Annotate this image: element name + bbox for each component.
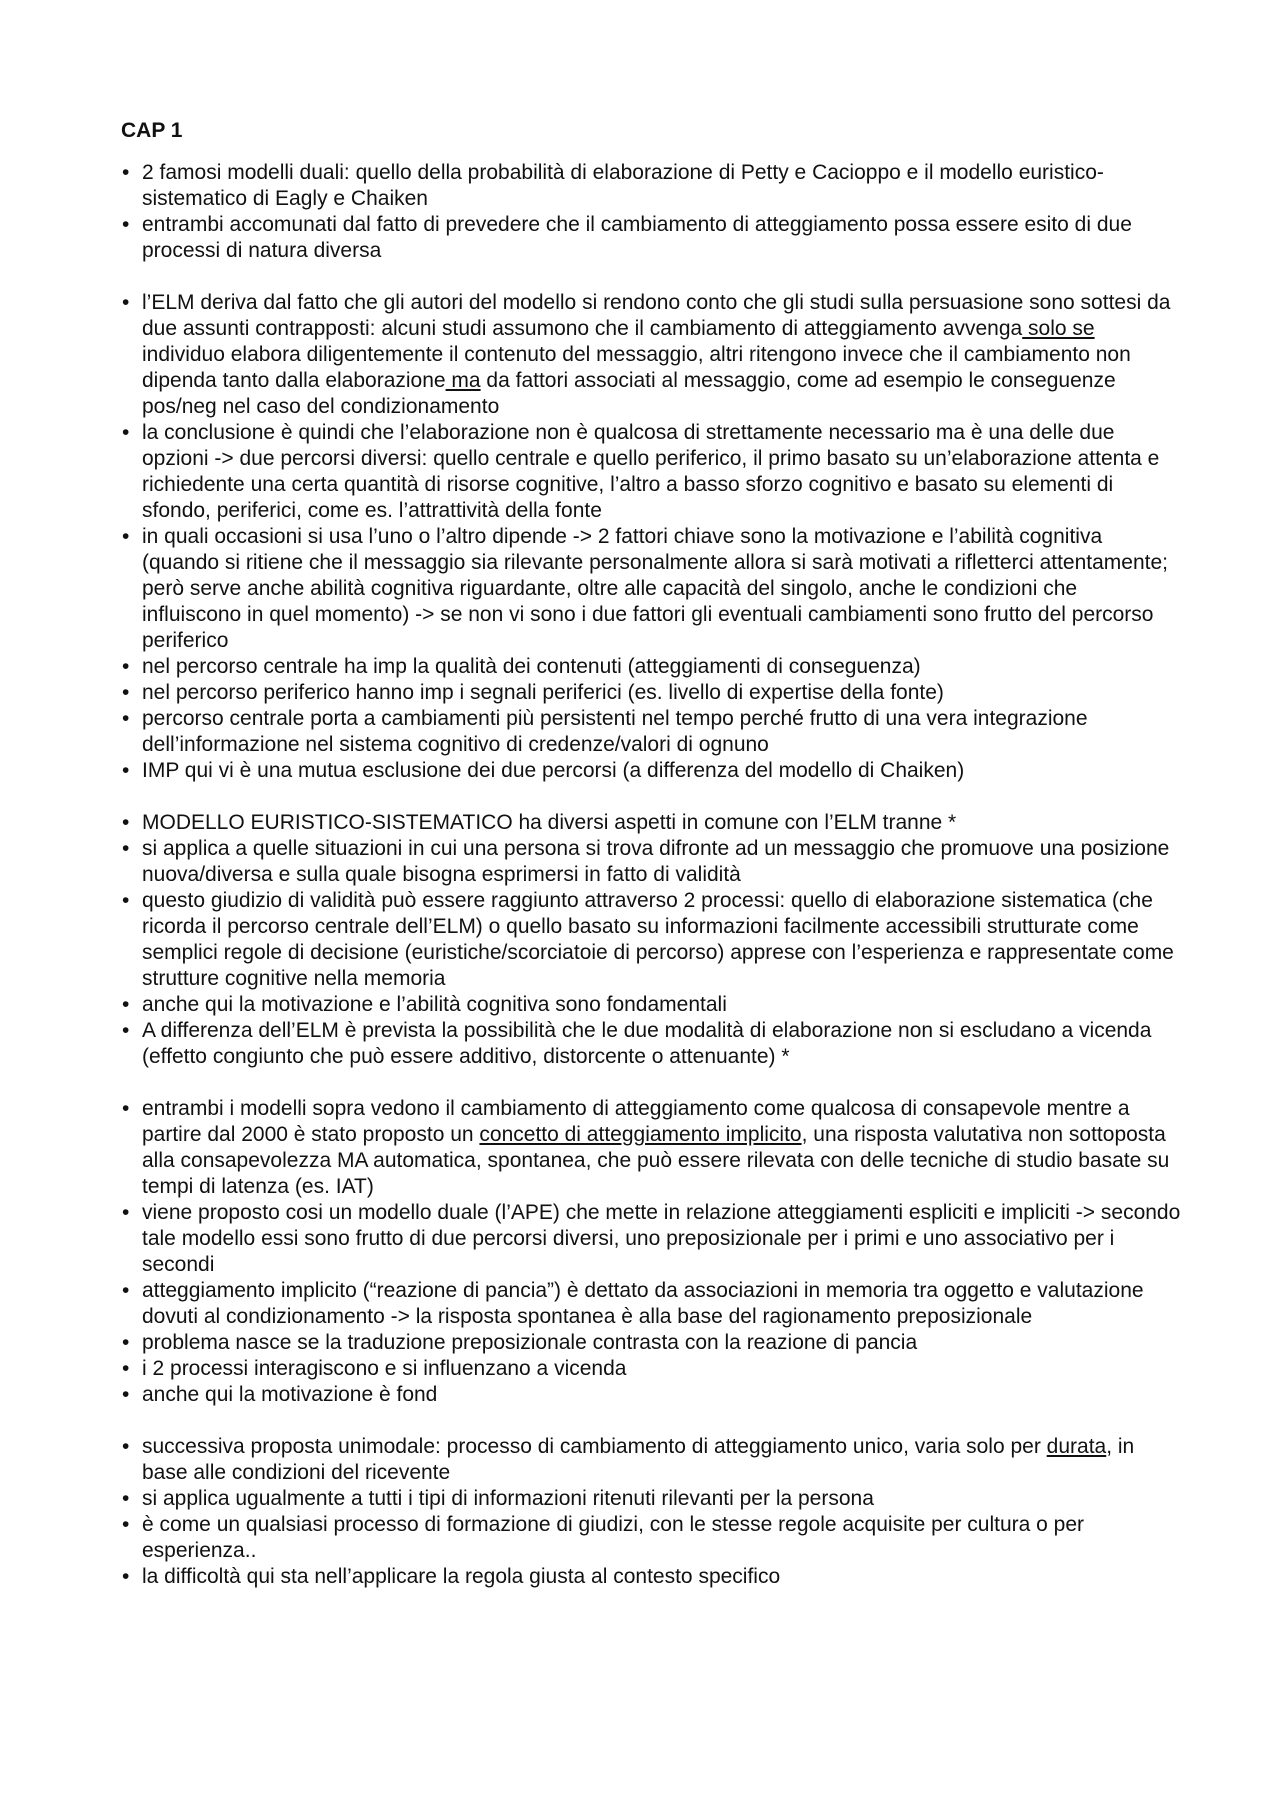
bullet-text: nel percorso centrale ha imp la qualità dei contenuti (atteggiamenti di conseguenza) [142,655,921,678]
bullet-marker: • [122,681,130,704]
bullet-marker: • [122,811,130,834]
bullet-text: 2 famosi modelli duali: quello della probabilità di elaborazione di Petty e Cacioppo e il modello euristico-sistematico di Eagly e Chaiken [142,161,1104,210]
bullet-item [121,1278,1181,1330]
bullet-group [121,1434,1181,1590]
underlined-text: concetto di atteggiamento implicito [479,1123,802,1146]
bullet-item [121,212,1181,264]
bullet-item [121,836,1181,888]
bullet-item [121,810,1181,836]
bullet-marker: • [122,1279,130,1302]
bullet-text: A differenza dell’ELM è prevista la possibilità che le due modalità di elaborazione non si escludano a vicenda (effetto congiunto che può essere additivo, distorcente o attenuante) * [142,1019,1152,1068]
bullet-item [121,1382,1181,1408]
bullet-marker: • [122,1357,130,1380]
bullet-text: atteggiamento implicito (“reazione di pancia”) è dettato da associazioni in memoria tra oggetto e valutazione dovuti al condizionamento -> la risposta spontanea è alla base del ragionamento preposizionale [142,1279,1144,1328]
bullet-item [121,1018,1181,1070]
bullet-group [121,810,1181,1070]
bullet-text: si applica a quelle situazioni in cui una persona si trova difronte ad un messaggio che promuove una posizione nuova/diversa e sulla quale bisogna esprimersi in fatto di validità [142,837,1170,886]
bullet-item [121,290,1181,420]
bullet-text: individuo elabora diligentemente il contenuto del messaggio, altri ritengono invece che il cambiamento non dipenda tanto dalla elaborazione [142,343,1131,392]
bullet-item [121,992,1181,1018]
bullet-text: anche qui la motivazione e l’abilità cognitiva sono fondamentali [142,993,727,1016]
bullet-group [121,160,1181,264]
bullet-text: entrambi accomunati dal fatto di prevedere che il cambiamento di atteggiamento possa essere esito di due processi di natura diversa [142,213,1132,262]
bullet-text: questo giudizio di validità può essere raggiunto attraverso 2 processi: quello di elaborazione sistematica (che ricorda il percorso centrale dell’ELM) o quello basato su informazioni facilmente accessibili strutturate come semplici regole di decisione (euristiche/scorciatoie di percorso) apprese con l’esperienza e rappresentate come strutture cognitive nella memoria [142,889,1174,990]
bullet-text: nel percorso periferico hanno imp i segnali periferici (es. livello di expertise della fonte) [142,681,944,704]
bullet-item [121,654,1181,680]
bullet-marker: • [122,291,130,314]
bullet-marker: • [122,1097,130,1120]
bullet-item [121,1356,1181,1382]
bullet-item [121,1512,1181,1564]
bullet-marker: • [122,525,130,548]
bullet-item [121,680,1181,706]
bullet-marker: • [122,1565,130,1588]
bullet-marker: • [122,1513,130,1536]
bullet-item [121,1330,1181,1356]
bullet-marker: • [122,1019,130,1042]
bullet-marker: • [122,1487,130,1510]
bullet-text: da fattori associati al messaggio, come ad esempio le conseguenze pos/neg nel caso del condizionamento [142,369,1116,418]
bullet-text: la conclusione è quindi che l’elaborazione non è qualcosa di strettamente necessario ma è una delle due opzioni -> due percorsi diversi: quello centrale e quello periferico, il primo basato su un’elaborazione attenta e richiedente una certa quantità di risorse cognitive, l’altro a basso sforzo cognitivo e basato su elementi di sfondo, periferici, come es. l’attrattività della fonte [142,421,1160,522]
bullet-marker: • [122,707,130,730]
underlined-text: durata [1046,1435,1107,1458]
bullet-text: si applica ugualmente a tutti i tipi di informazioni ritenuti rilevanti per la persona [142,1487,874,1510]
underlined-text: solo se [1022,317,1095,340]
bullet-marker: • [122,1435,130,1458]
bullet-text: i 2 processi interagiscono e si influenzano a vicenda [142,1357,627,1380]
bullet-item [121,1434,1181,1486]
bullet-text: IMP qui vi è una mutua esclusione dei due percorsi (a differenza del modello di Chaiken) [142,759,965,782]
bullet-item [121,524,1181,654]
bullet-marker: • [122,213,130,236]
bullet-text: viene proposto cosi un modello duale (l’APE) che mette in relazione atteggiamenti espliciti e impliciti -> secondo tale modello essi sono frutto di due percorsi diversi, uno preposizionale per i primi e uno associativo per i secondi [142,1201,1181,1276]
bullet-text: , in base alle condizioni del ricevente [142,1435,1135,1484]
bullet-marker: • [122,421,130,444]
bullet-marker: • [122,1201,130,1224]
bullet-item [121,758,1181,784]
bullet-text: l’ELM deriva dal fatto che gli autori del modello si rendono conto che gli studi sulla persuasione sono sottesi da due assunti contrapposti: alcuni studi assumono che il cambiamento di atteggiamento avvenga [142,291,1171,340]
bullet-item [121,706,1181,758]
bullet-marker: • [122,161,130,184]
bullet-item [121,888,1181,992]
bullet-text: è come un qualsiasi processo di formazione di giudizi, con le stesse regole acquisite per cultura o per esperienza.. [142,1513,1085,1562]
bullet-text: successiva proposta unimodale: processo di cambiamento di atteggiamento unico, varia solo per [142,1435,1047,1458]
bullet-text: problema nasce se la traduzione preposizionale contrasta con la reazione di pancia [142,1331,918,1354]
bullet-text: in quali occasioni si usa l’uno o l’altro dipende -> 2 fattori chiave sono la motivazione e l’abilità cognitiva (quando si ritiene che il messaggio sia rilevante personalmente allora si sarà motivati a rifletterci attentamente; però serve anche abilità cognitiva riguardante, oltre alle capacità del singolo, anche le condizioni che influiscono in quel momento) -> se non vi sono i due fattori gli eventuali cambiamenti sono frutto del percorso periferico [142,525,1169,652]
chapter-heading: CAP 1 [121,119,183,142]
bullet-text: , una risposta valutativa non sottoposta alla consapevolezza MA automatica, spontanea, che può essere rilevata con delle tecniche di studio basate su tempi di latenza (es. IAT) [142,1123,1170,1198]
underlined-text: ma [445,369,481,392]
bullet-item [121,1200,1181,1278]
bullet-item [121,1564,1181,1590]
bullet-text: anche qui la motivazione è fond [142,1383,438,1406]
bullet-marker: • [122,759,130,782]
bullet-marker: • [122,1383,130,1406]
bullet-text: la difficoltà qui sta nell’applicare la regola giusta al contesto specifico [142,1565,781,1588]
bullet-marker: • [122,837,130,860]
bullet-item [121,160,1181,212]
bullet-marker: • [122,993,130,1016]
bullet-item [121,420,1181,524]
document-body [121,160,1181,1590]
bullet-item [121,1096,1181,1200]
bullet-marker: • [122,1331,130,1354]
bullet-item [121,1486,1181,1512]
bullet-marker: • [122,655,130,678]
bullet-text: entrambi i modelli sopra vedono il cambiamento di atteggiamento come qualcosa di consapevole mentre a partire dal 2000 è stato proposto un [142,1097,1130,1146]
document-page [121,118,1181,1616]
bullet-text: MODELLO EURISTICO-SISTEMATICO ha diversi aspetti in comune con l’ELM tranne * [142,811,957,834]
bullet-text: percorso centrale porta a cambiamenti più persistenti nel tempo perché frutto di una vera integrazione dell’informazione nel sistema cognitivo di credenze/valori di ognuno [142,707,1088,756]
bullet-group [121,290,1181,784]
bullet-group [121,1096,1181,1408]
bullet-marker: • [122,889,130,912]
